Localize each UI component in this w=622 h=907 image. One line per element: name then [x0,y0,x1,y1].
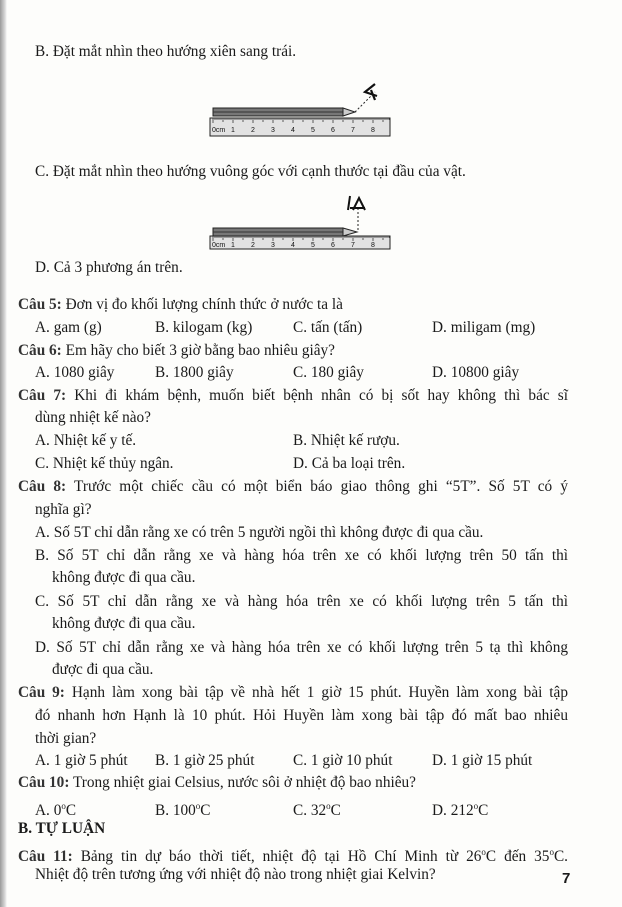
ruler-label: 3 [271,242,275,249]
question-9 [18,683,568,703]
page-number: 7 [562,870,571,887]
q8-option-d: D. Số 5T chỉ dẫn rằng xe và hàng hóa trên xe có khối lượng trên 5 tạ thì không [35,639,568,656]
ruler-label: 4 [291,242,295,249]
question-9-cont: đó nhanh hơn Hạnh là 10 phút. Hỏi Huyền làm xong bài tập đó mất bao nhiêu [35,707,568,724]
ruler-label: 4 [291,127,295,134]
ruler-label: 5 [311,242,315,249]
q6-option-a: A. 1080 giây [35,364,115,381]
ruler-label: 2 [251,127,255,134]
question-label: Câu 11: [18,848,73,866]
q7-option-d: D. Cả ba loại trên. [293,455,406,472]
question-6 [18,341,335,361]
pencil [213,228,357,236]
q5-option-b: B. kilogam (kg) [155,319,253,336]
ruler-label: 6 [331,242,335,249]
q8-option-a: A. Số 5T chỉ dẫn rằng xe có trên 5 người ngồi thì không được đi qua cầu. [35,524,484,541]
ruler-label: 3 [271,127,275,134]
q6-option-d: D. 10800 giây [432,364,520,381]
ruler [210,236,390,249]
ruler-label: 7 [351,127,355,134]
q10-option-a: A. 0$^o$C [35,801,77,820]
q8-option-c-cont: không được đi qua cầu. [52,615,196,632]
question-label: Câu 9: [18,684,65,701]
eye-icon [348,196,365,210]
ruler-label: 0cm [212,127,226,134]
question-11: Câu 11: Bảng tin dự báo thời tiết, nhiệt độ tại Hồ Chí Minh từ 26$^o$C đến 35$^o$C. [18,847,568,866]
q10-option-d: D. 212$^o$C [432,801,489,820]
ruler-label: 5 [311,127,315,134]
q9-option-b: B. 1 giờ 25 phút [155,752,255,769]
q9-option-d: D. 1 giờ 15 phút [432,752,533,769]
eye-icon [365,84,377,100]
q8-option-c: C. Số 5T chỉ dẫn rằng xe và hàng hóa trên xe có khối lượng trên 5 tấn thì [35,593,568,610]
pencil [213,108,355,116]
q8-option-b: B. Số 5T chỉ dẫn rằng xe và hàng hóa trên xe có khối lượng trên 50 tấn thì [35,547,568,564]
q9-option-c: C. 1 giờ 10 phút [293,752,393,769]
question-7-cont: dùng nhiệt kế nào? [35,409,151,426]
q5-option-d: D. miligam (mg) [432,319,536,336]
section-heading-tu-luan: B. TỰ LUẬN [18,820,106,837]
question-text: Em hãy cho biết 3 giờ bằng bao nhiêu giây? [61,342,335,359]
question-text: Trước một chiếc cầu có một biển báo giao thông ghi “5T”. Số 5T có ý [66,478,568,495]
q10-option-b: B. 100$^o$C [155,801,211,820]
question-9-cont2: thời gian? [35,730,97,747]
ruler [210,118,390,136]
question-8-cont: nghĩa gì? [35,501,92,518]
question-7 [18,386,568,406]
question-label: Câu 8: [18,478,67,495]
ruler-figure-oblique [205,80,395,140]
q8-option-b-cont: không được đi qua cầu. [52,569,196,586]
question-label: Câu 7: [18,387,67,404]
question-label: Câu 5: [18,296,62,313]
q6-option-c: C. 180 giây [293,364,364,381]
q8-option-d-cont: được đi qua cầu. [52,661,154,678]
q7-option-c: C. Nhiệt kế thủy ngân. [35,455,174,472]
question-8 [18,477,568,497]
scan-binding-shadow [0,0,7,907]
q5-option-a: A. gam (g) [35,319,102,336]
q7-option-a: A. Nhiệt kế y tế. [35,432,137,449]
question-text: Trong nhiệt giai Celsius, nước sôi ở nhiệt độ bao nhiêu? [69,774,416,791]
q9-option-a: A. 1 giờ 5 phút [35,752,128,769]
option-b-q4: B. Đặt mắt nhìn theo hướng xiên sang trái. [35,43,297,60]
q6-option-b: B. 1800 giây [155,364,234,381]
ruler-label: 6 [331,127,335,134]
question-5 [18,295,343,315]
question-label: Câu 10: [18,774,70,791]
ruler-figure-perpendicular [205,188,395,250]
q5-option-c: C. tấn (tấn) [293,319,363,336]
question-text: Đơn vị đo khối lượng chính thức ở nước ta là [61,296,343,313]
ruler-label: 1 [231,127,235,134]
question-label: Câu 6: [18,342,62,359]
q7-option-b: B. Nhiệt kế rượu. [293,432,400,449]
ruler-label: 7 [351,242,355,249]
ruler-label: 8 [371,242,375,249]
ruler-label: 1 [231,242,235,249]
question-text: Hạnh làm xong bài tập về nhà hết 1 giờ 15 phút. Huyền làm xong bài tập [64,684,568,701]
question-text: Khi đi khám bệnh, muốn biết bệnh nhân có bị sốt hay không thì bác sĩ [66,387,569,404]
q10-option-c: C. 32$^o$C [293,801,341,820]
option-c-q4: C. Đặt mắt nhìn theo hướng vuông góc với cạnh thước tại đầu của vật. [35,163,466,180]
ruler-label: 0cm [212,242,226,249]
question-11-cont: Nhiệt độ trên tương ứng với nhiệt độ nào trong nhiệt giai Kelvin? [35,866,436,883]
ruler-label: 2 [251,242,255,249]
question-10 [18,773,416,793]
option-d-q4: D. Cả 3 phương án trên. [35,259,183,276]
ruler-label: 8 [371,127,375,134]
